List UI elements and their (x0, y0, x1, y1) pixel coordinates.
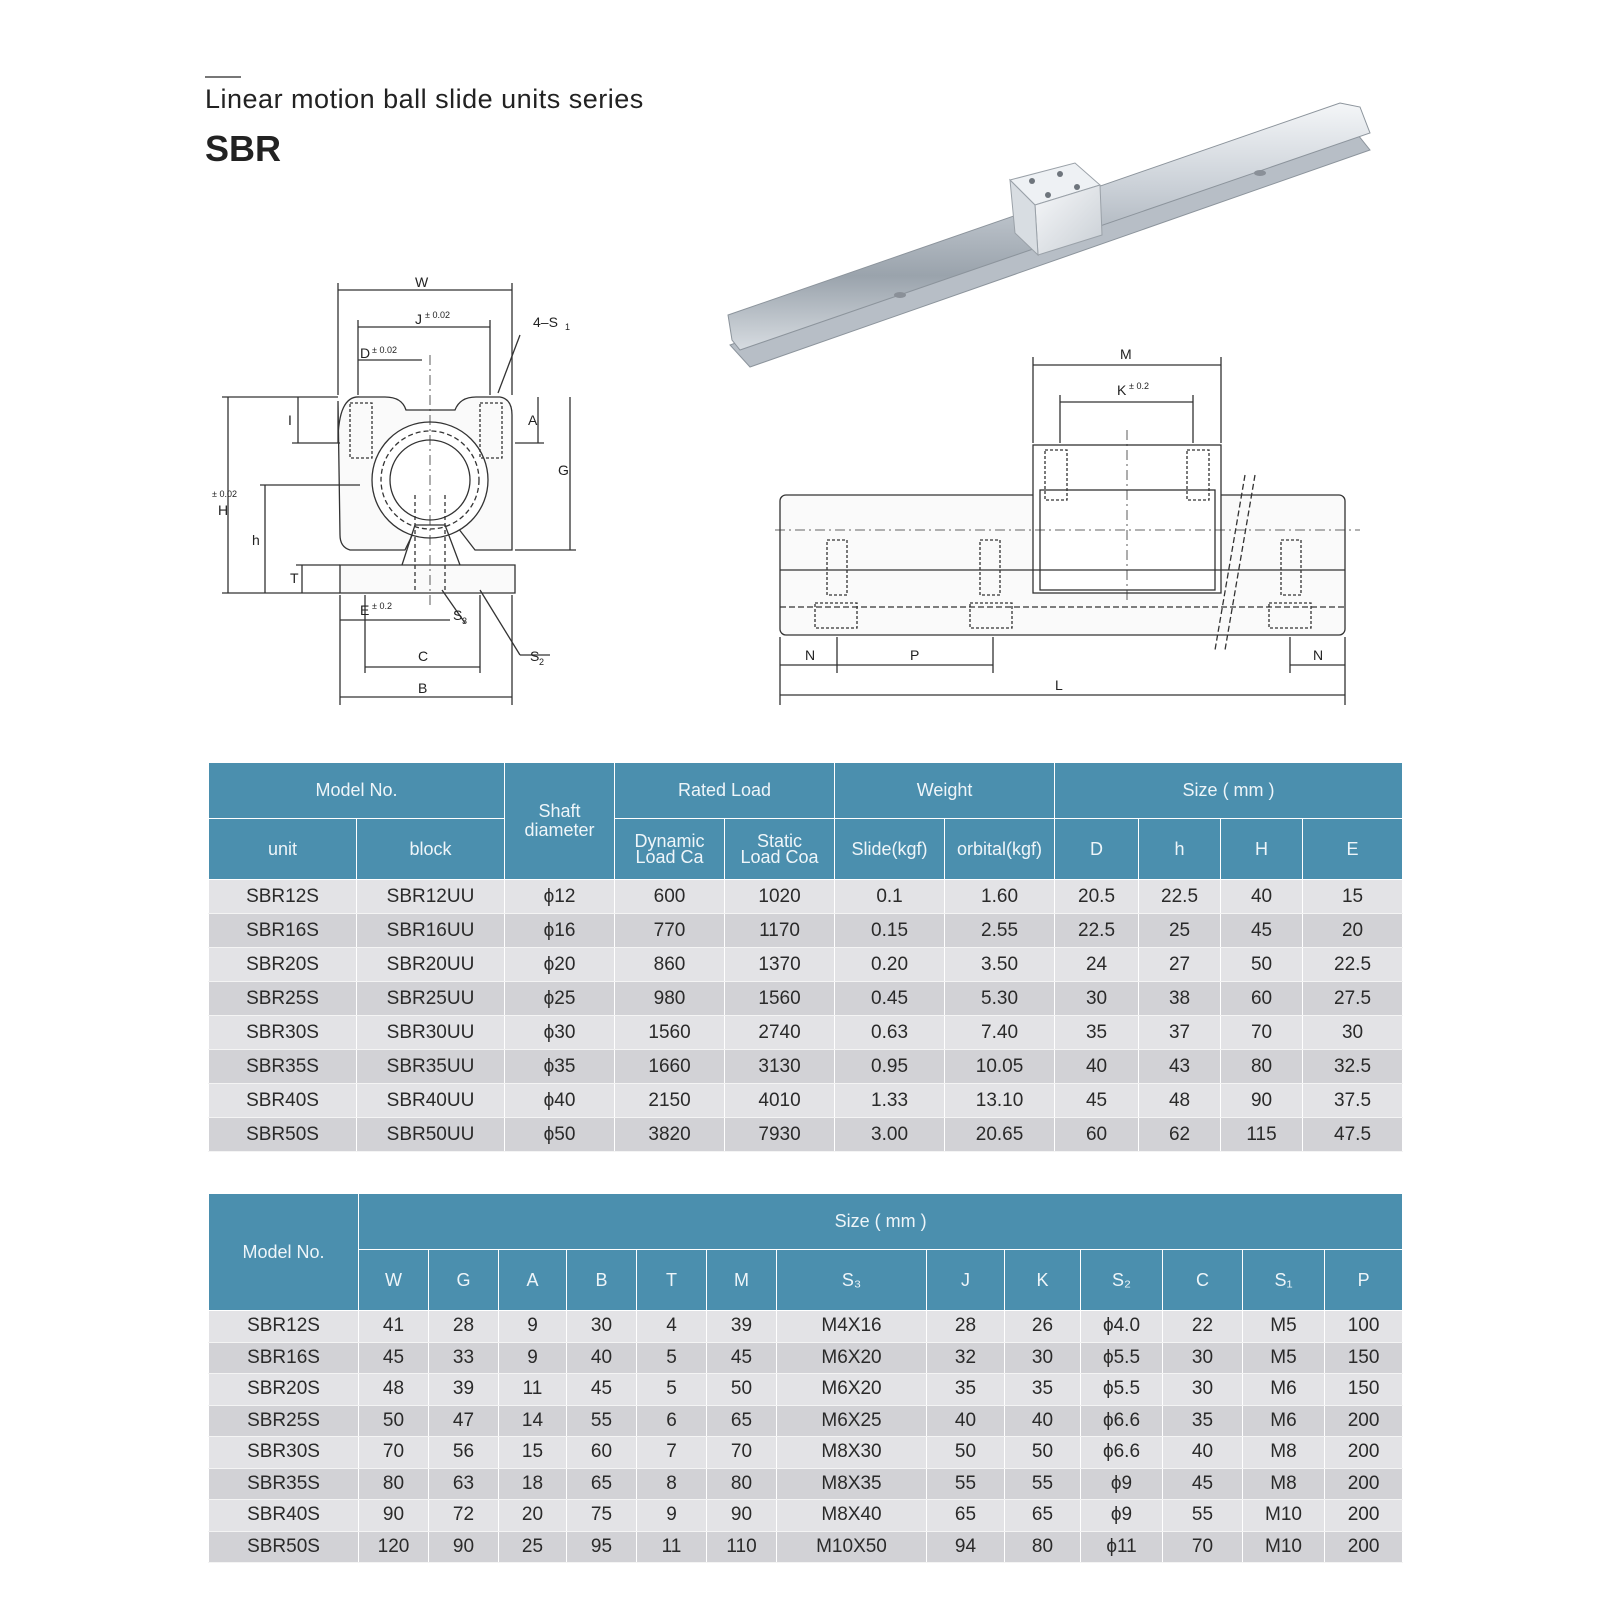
table-cell: M10 (1243, 1531, 1325, 1563)
table-cell: 4 (637, 1311, 707, 1343)
table-cell: 100 (1325, 1311, 1403, 1343)
svg-text:S: S (530, 648, 540, 664)
col-size-sub: W (359, 1250, 429, 1311)
table-cell: 18 (499, 1468, 567, 1500)
table-cell: 35 (1163, 1405, 1243, 1437)
col-weight: Weight (835, 763, 1055, 819)
table-cell: SBR50S (209, 1118, 357, 1152)
table-cell: 27.5 (1303, 982, 1403, 1016)
table-cell: ϕ30 (505, 1016, 615, 1050)
table-cell: 1370 (725, 948, 835, 982)
svg-text:C: C (418, 648, 429, 664)
table-cell: 200 (1325, 1405, 1403, 1437)
table-cell: SBR12UU (357, 880, 505, 914)
table-cell: 45 (1221, 914, 1303, 948)
table-cell: SBR25S (209, 1405, 359, 1437)
table-cell: 1660 (615, 1050, 725, 1084)
svg-text:T: T (290, 570, 299, 586)
table-cell: 45 (1163, 1468, 1243, 1500)
table-cell: SBR20UU (357, 948, 505, 982)
svg-text:4–S: 4–S (533, 314, 558, 330)
table-cell: M5 (1243, 1311, 1325, 1343)
table-cell: 28 (927, 1311, 1005, 1343)
table-cell: 8 (637, 1468, 707, 1500)
table-cell: 9 (499, 1342, 567, 1374)
table-cell: 22.5 (1139, 880, 1221, 914)
table-cell: SBR25UU (357, 982, 505, 1016)
table-cell: 110 (707, 1531, 777, 1563)
table-cell: SBR16UU (357, 914, 505, 948)
col-size-sub: C (1163, 1250, 1243, 1311)
table-cell: 35 (927, 1374, 1005, 1406)
table-cell: 0.63 (835, 1016, 945, 1050)
table-cell: 45 (707, 1342, 777, 1374)
table-cell: 70 (1221, 1016, 1303, 1050)
table-cell: 55 (567, 1405, 637, 1437)
table-cell: 860 (615, 948, 725, 982)
table-cell: 20 (499, 1500, 567, 1532)
table-cell: 1560 (725, 982, 835, 1016)
table-cell: 30 (567, 1311, 637, 1343)
svg-text:h: h (252, 532, 260, 548)
table-cell: 0.45 (835, 982, 945, 1016)
table-cell: 1170 (725, 914, 835, 948)
svg-text:P: P (910, 647, 920, 663)
table-row (209, 982, 1403, 1016)
table-cell: ϕ12 (505, 880, 615, 914)
col-unit: unit (209, 819, 357, 880)
table-cell: 0.1 (835, 880, 945, 914)
table-cell: 15 (1303, 880, 1403, 914)
table-cell: 41 (359, 1311, 429, 1343)
table-cell: ϕ20 (505, 948, 615, 982)
col-size-sub: P (1325, 1250, 1403, 1311)
table-cell: 3.50 (945, 948, 1055, 982)
table-cell: 80 (1221, 1050, 1303, 1084)
table-cell: M8 (1243, 1437, 1325, 1469)
table-cell: 28 (429, 1311, 499, 1343)
table-cell: 22 (1163, 1311, 1243, 1343)
table-cell: M6 (1243, 1405, 1325, 1437)
rail-hole (1254, 170, 1266, 176)
table-cell: 90 (707, 1500, 777, 1532)
table-row (209, 1050, 1403, 1084)
table-cell: SBR30S (209, 1437, 359, 1469)
svg-text:A: A (528, 412, 538, 428)
table-cell: 20.5 (1055, 880, 1139, 914)
table-cell: 7.40 (945, 1016, 1055, 1050)
table-cell: 60 (1221, 982, 1303, 1016)
table-cell: 1.33 (835, 1084, 945, 1118)
col-block: block (357, 819, 505, 880)
table-cell: M8X40 (777, 1500, 927, 1532)
table-cell: 65 (1005, 1500, 1081, 1532)
table-cell: 22.5 (1055, 914, 1139, 948)
table-row (209, 948, 1403, 982)
svg-text:± 0.2: ± 0.2 (1129, 381, 1149, 391)
table-cell: SBR12S (209, 880, 357, 914)
svg-text:1: 1 (565, 322, 571, 332)
table-cell: 0.15 (835, 914, 945, 948)
table-cell: ϕ50 (505, 1118, 615, 1152)
table-cell: 200 (1325, 1500, 1403, 1532)
table-row (209, 1374, 1403, 1406)
col-slide: Slide(kgf) (835, 819, 945, 880)
col-shaft-diameter: Shaft diameter (505, 763, 615, 880)
table-cell: 40 (1055, 1050, 1139, 1084)
table-cell: 63 (429, 1468, 499, 1500)
specs-table-dimensions (208, 1193, 1403, 1563)
table-cell: 43 (1139, 1050, 1221, 1084)
table-cell: 45 (567, 1374, 637, 1406)
table-cell: 95 (567, 1531, 637, 1563)
table-cell: 26 (1005, 1311, 1081, 1343)
table-cell: 40 (927, 1405, 1005, 1437)
table-cell: 90 (359, 1500, 429, 1532)
table-cell: ϕ5.5 (1081, 1342, 1163, 1374)
page-title: SBR (205, 128, 282, 169)
table-cell: 30 (1055, 982, 1139, 1016)
svg-text:J: J (415, 311, 422, 327)
table-cell: 0.20 (835, 948, 945, 982)
table-cell: 32.5 (1303, 1050, 1403, 1084)
table-cell: 45 (359, 1342, 429, 1374)
table-cell: 40 (1163, 1437, 1243, 1469)
table-cell: 39 (707, 1311, 777, 1343)
table-cell: 55 (927, 1468, 1005, 1500)
table-cell: M6X20 (777, 1342, 927, 1374)
svg-text:± 0.02: ± 0.02 (372, 345, 397, 355)
rail-support (340, 565, 515, 593)
svg-text:3: 3 (462, 616, 468, 626)
table-cell: 980 (615, 982, 725, 1016)
table-cell: 47.5 (1303, 1118, 1403, 1152)
table-row (209, 1437, 1403, 1469)
page-subtitle: Linear motion ball slide units series (205, 84, 644, 114)
svg-text:L: L (1055, 677, 1063, 693)
table-cell: SBR35S (209, 1468, 359, 1500)
product-photo (720, 95, 1400, 375)
table-cell: ϕ6.6 (1081, 1405, 1163, 1437)
col-h: h (1139, 819, 1221, 880)
col-D: D (1055, 819, 1139, 880)
svg-text:± 0.02: ± 0.02 (425, 310, 450, 320)
table-cell: 30 (1303, 1016, 1403, 1050)
svg-text:± 0.02: ± 0.02 (212, 489, 237, 499)
col-static-load: Static Load Coa (725, 819, 835, 880)
table-cell: 7 (637, 1437, 707, 1469)
table-cell: SBR50UU (357, 1118, 505, 1152)
table-cell: 3.00 (835, 1118, 945, 1152)
table-cell: ϕ9 (1081, 1468, 1163, 1500)
table-cell: 770 (615, 914, 725, 948)
table-cell: M8X30 (777, 1437, 927, 1469)
table-cell: 120 (359, 1531, 429, 1563)
table-cell: 27 (1139, 948, 1221, 982)
col-size-sub: A (499, 1250, 567, 1311)
table-cell: SBR25S (209, 982, 357, 1016)
table-row (209, 914, 1403, 948)
table-row (209, 1084, 1403, 1118)
table-cell: 1560 (615, 1016, 725, 1050)
table-cell: 50 (1221, 948, 1303, 982)
table-cell: M5 (1243, 1342, 1325, 1374)
table-cell: 40 (567, 1342, 637, 1374)
svg-text:E: E (360, 602, 370, 618)
cross-section-drawing (210, 275, 610, 725)
table-cell: 40 (1005, 1405, 1081, 1437)
table-cell: 94 (927, 1531, 1005, 1563)
col-size-sub: T (637, 1250, 707, 1311)
table-cell: ϕ5.5 (1081, 1374, 1163, 1406)
table-cell: 10.05 (945, 1050, 1055, 1084)
table-cell: 2150 (615, 1084, 725, 1118)
col-size-sub: S₃ (777, 1250, 927, 1311)
table-cell: 80 (707, 1468, 777, 1500)
table-cell: 9 (637, 1500, 707, 1532)
table-cell: 200 (1325, 1437, 1403, 1469)
table-cell: 5 (637, 1374, 707, 1406)
table-cell: M4X16 (777, 1311, 927, 1343)
svg-text:I: I (288, 412, 292, 428)
table-cell: M6X25 (777, 1405, 927, 1437)
table-cell: 45 (1055, 1084, 1139, 1118)
table-cell: 72 (429, 1500, 499, 1532)
col-H: H (1221, 819, 1303, 880)
table-cell: SBR35S (209, 1050, 357, 1084)
table-cell: 25 (499, 1531, 567, 1563)
table-cell: SBR20S (209, 1374, 359, 1406)
table-cell: 35 (1005, 1374, 1081, 1406)
table-cell: 60 (1055, 1118, 1139, 1152)
table-cell: 50 (1005, 1437, 1081, 1469)
table-cell: 20 (1303, 914, 1403, 948)
table-cell: 50 (927, 1437, 1005, 1469)
table-cell: 40 (1221, 880, 1303, 914)
table-cell: 2740 (725, 1016, 835, 1050)
col-model-no: Model No. (209, 763, 505, 819)
table-cell: SBR12S (209, 1311, 359, 1343)
table-cell: 70 (707, 1437, 777, 1469)
table-cell: SBR35UU (357, 1050, 505, 1084)
table-cell: ϕ16 (505, 914, 615, 948)
table-cell: 37.5 (1303, 1084, 1403, 1118)
col-size-sub: J (927, 1250, 1005, 1311)
svg-text:W: W (415, 275, 429, 290)
table-cell: 2.55 (945, 914, 1055, 948)
table-cell: SBR50S (209, 1531, 359, 1563)
table-cell: ϕ9 (1081, 1500, 1163, 1532)
table-cell: 20.65 (945, 1118, 1055, 1152)
table-cell: M10X50 (777, 1531, 927, 1563)
table-cell: SBR40S (209, 1084, 357, 1118)
table-cell: 38 (1139, 982, 1221, 1016)
col-rated-load: Rated Load (615, 763, 835, 819)
svg-text:K: K (1117, 382, 1127, 398)
table-cell: SBR40S (209, 1500, 359, 1532)
table-row (209, 1500, 1403, 1532)
table-cell: 3820 (615, 1118, 725, 1152)
table-cell: 50 (707, 1374, 777, 1406)
table-cell: 75 (567, 1500, 637, 1532)
col-model-no: Model No. (209, 1194, 359, 1311)
header-rule (205, 76, 241, 78)
table-cell: 3130 (725, 1050, 835, 1084)
table-row (209, 1468, 1403, 1500)
table-cell: 1.60 (945, 880, 1055, 914)
table-cell: 47 (429, 1405, 499, 1437)
svg-text:B: B (418, 680, 428, 696)
table-cell: ϕ11 (1081, 1531, 1163, 1563)
table-cell: 62 (1139, 1118, 1221, 1152)
table-cell: 11 (637, 1531, 707, 1563)
table-cell: 4010 (725, 1084, 835, 1118)
specs-table-load-weight (208, 762, 1403, 1152)
table-cell: ϕ25 (505, 982, 615, 1016)
table-cell: 65 (707, 1405, 777, 1437)
table-row (209, 1342, 1403, 1374)
table-row (209, 1016, 1403, 1050)
col-size: Size ( mm ) (359, 1194, 1403, 1250)
col-E: E (1303, 819, 1403, 880)
table-cell: 5 (637, 1342, 707, 1374)
svg-text:D: D (360, 345, 371, 361)
table-row (209, 1531, 1403, 1563)
svg-text:M: M (1120, 346, 1132, 362)
table-cell: M8X35 (777, 1468, 927, 1500)
col-dynamic-load: Dynamic Load Ca (615, 819, 725, 880)
table-cell: 150 (1325, 1374, 1403, 1406)
table-row (209, 880, 1403, 914)
table-cell: ϕ6.6 (1081, 1437, 1163, 1469)
table-cell: 39 (429, 1374, 499, 1406)
table-cell: 55 (1005, 1468, 1081, 1500)
svg-text:S: S (453, 607, 463, 623)
table-cell: 15 (499, 1437, 567, 1469)
table-cell: 22.5 (1303, 948, 1403, 982)
col-size-sub: G (429, 1250, 499, 1311)
table-cell: 30 (1005, 1342, 1081, 1374)
table-cell: 70 (359, 1437, 429, 1469)
table-cell: 90 (1221, 1084, 1303, 1118)
table-cell: 56 (429, 1437, 499, 1469)
table-cell: 30 (1163, 1374, 1243, 1406)
table-cell: 55 (1163, 1500, 1243, 1532)
table-cell: 150 (1325, 1342, 1403, 1374)
table-cell: 7930 (725, 1118, 835, 1152)
table-cell: M10 (1243, 1500, 1325, 1532)
table-cell: ϕ40 (505, 1084, 615, 1118)
svg-text:N: N (1313, 647, 1324, 663)
table-cell: 200 (1325, 1531, 1403, 1563)
table-cell: 115 (1221, 1118, 1303, 1152)
table-cell: M6X20 (777, 1374, 927, 1406)
table-cell: 65 (567, 1468, 637, 1500)
col-orbital: orbital(kgf) (945, 819, 1055, 880)
table-cell: M8 (1243, 1468, 1325, 1500)
table-row (209, 1405, 1403, 1437)
rail-hole (894, 292, 906, 298)
table-cell: 600 (615, 880, 725, 914)
svg-text:N: N (805, 647, 816, 663)
table-cell: SBR40UU (357, 1084, 505, 1118)
table-cell: 32 (927, 1342, 1005, 1374)
table-cell: SBR16S (209, 914, 357, 948)
table-cell: 48 (359, 1374, 429, 1406)
table-cell: SBR20S (209, 948, 357, 982)
table-cell: 30 (1163, 1342, 1243, 1374)
table-cell: 200 (1325, 1468, 1403, 1500)
table-cell: 0.95 (835, 1050, 945, 1084)
table-cell: 9 (499, 1311, 567, 1343)
table-cell: ϕ4.0 (1081, 1311, 1163, 1343)
table-row (209, 1118, 1403, 1152)
table-cell: 11 (499, 1374, 567, 1406)
table-cell: 48 (1139, 1084, 1221, 1118)
table-cell: 65 (927, 1500, 1005, 1532)
table-cell: ϕ35 (505, 1050, 615, 1084)
col-size-sub: S₁ (1243, 1250, 1325, 1311)
side-view-drawing (775, 345, 1400, 725)
table-cell: 5.30 (945, 982, 1055, 1016)
table-cell: 37 (1139, 1016, 1221, 1050)
table-cell: 90 (429, 1531, 499, 1563)
col-size-sub: B (567, 1250, 637, 1311)
table-cell: 6 (637, 1405, 707, 1437)
svg-text:± 0.2: ± 0.2 (372, 601, 392, 611)
table-cell: SBR30UU (357, 1016, 505, 1050)
table-row (209, 1311, 1403, 1343)
table-cell: 80 (359, 1468, 429, 1500)
table-cell: 33 (429, 1342, 499, 1374)
table-cell: SBR30S (209, 1016, 357, 1050)
table-cell: 80 (1005, 1531, 1081, 1563)
table-cell: SBR16S (209, 1342, 359, 1374)
table-cell: 25 (1139, 914, 1221, 948)
table-cell: 60 (567, 1437, 637, 1469)
table-cell: 24 (1055, 948, 1139, 982)
table-cell: 14 (499, 1405, 567, 1437)
col-size-sub: S₂ (1081, 1250, 1163, 1311)
col-size-sub: M (707, 1250, 777, 1311)
table-cell: 70 (1163, 1531, 1243, 1563)
table-cell: 1020 (725, 880, 835, 914)
col-size: Size ( mm ) (1055, 763, 1403, 819)
svg-text:G: G (558, 462, 569, 478)
table-cell: 35 (1055, 1016, 1139, 1050)
table-cell: 13.10 (945, 1084, 1055, 1118)
col-size-sub: K (1005, 1250, 1081, 1311)
svg-text:2: 2 (539, 657, 545, 667)
svg-text:H: H (218, 502, 229, 518)
table-cell: 50 (359, 1405, 429, 1437)
table-cell: M6 (1243, 1374, 1325, 1406)
